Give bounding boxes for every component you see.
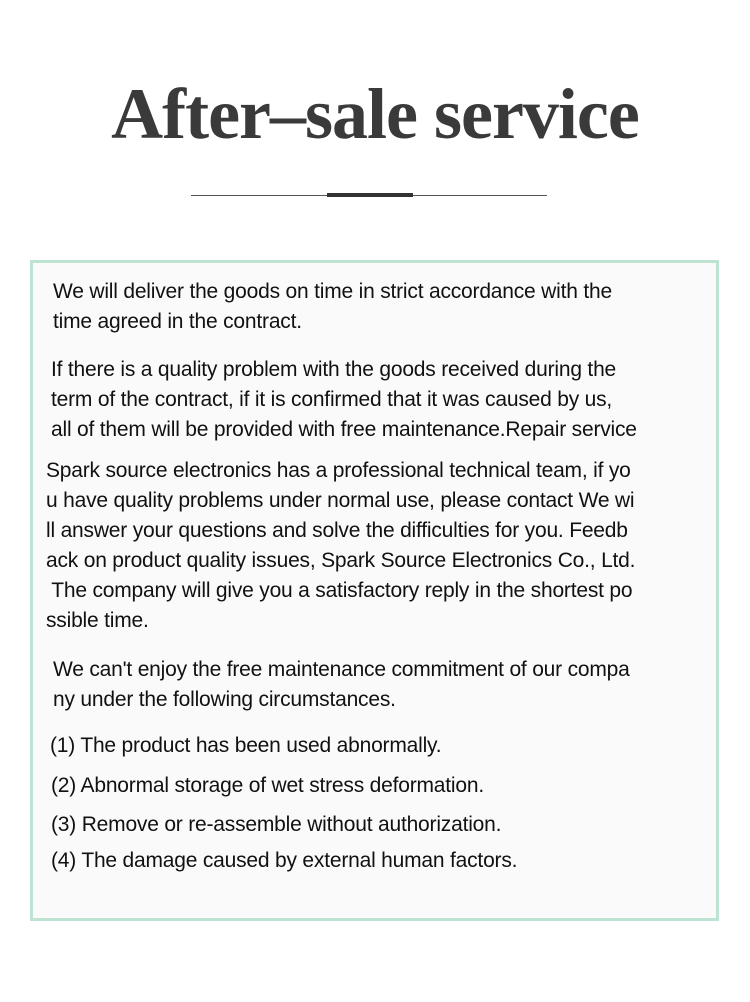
delivery-paragraph: We will deliver the goods on time in strict accordance with the time agreed in the contract.	[53, 280, 612, 333]
exclusion-intro-paragraph: We can't enjoy the free maintenance commitment of our compa ny under the following circumstances.	[53, 658, 630, 711]
condition-item: (3) Remove or re-assemble without authorization.	[51, 813, 502, 836]
title-divider-accent	[327, 193, 413, 197]
page-title: After–sale service	[111, 74, 639, 154]
technical-team-paragraph: Spark source electronics has a professional technical team, if yo u have quality problems under normal use, please contact We wi ll answer your questions and solve the difficulties for you. Feedb ack on product quality issues, Spark Source Electronics Co., Ltd. The company will give you a satisfactory reply in the shortest po ssible time.	[46, 459, 636, 632]
quality-paragraph: If there is a quality problem with the goods received during the term of the contract, if it is confirmed that it was caused by us, all of them will be provided with free maintenance.Repair service	[51, 358, 637, 441]
condition-item: (4) The damage caused by external human factors.	[51, 849, 518, 872]
condition-item: (1) The product has been used abnormally.	[50, 734, 442, 757]
condition-item: (2) Abnormal storage of wet stress deformation.	[51, 774, 484, 797]
